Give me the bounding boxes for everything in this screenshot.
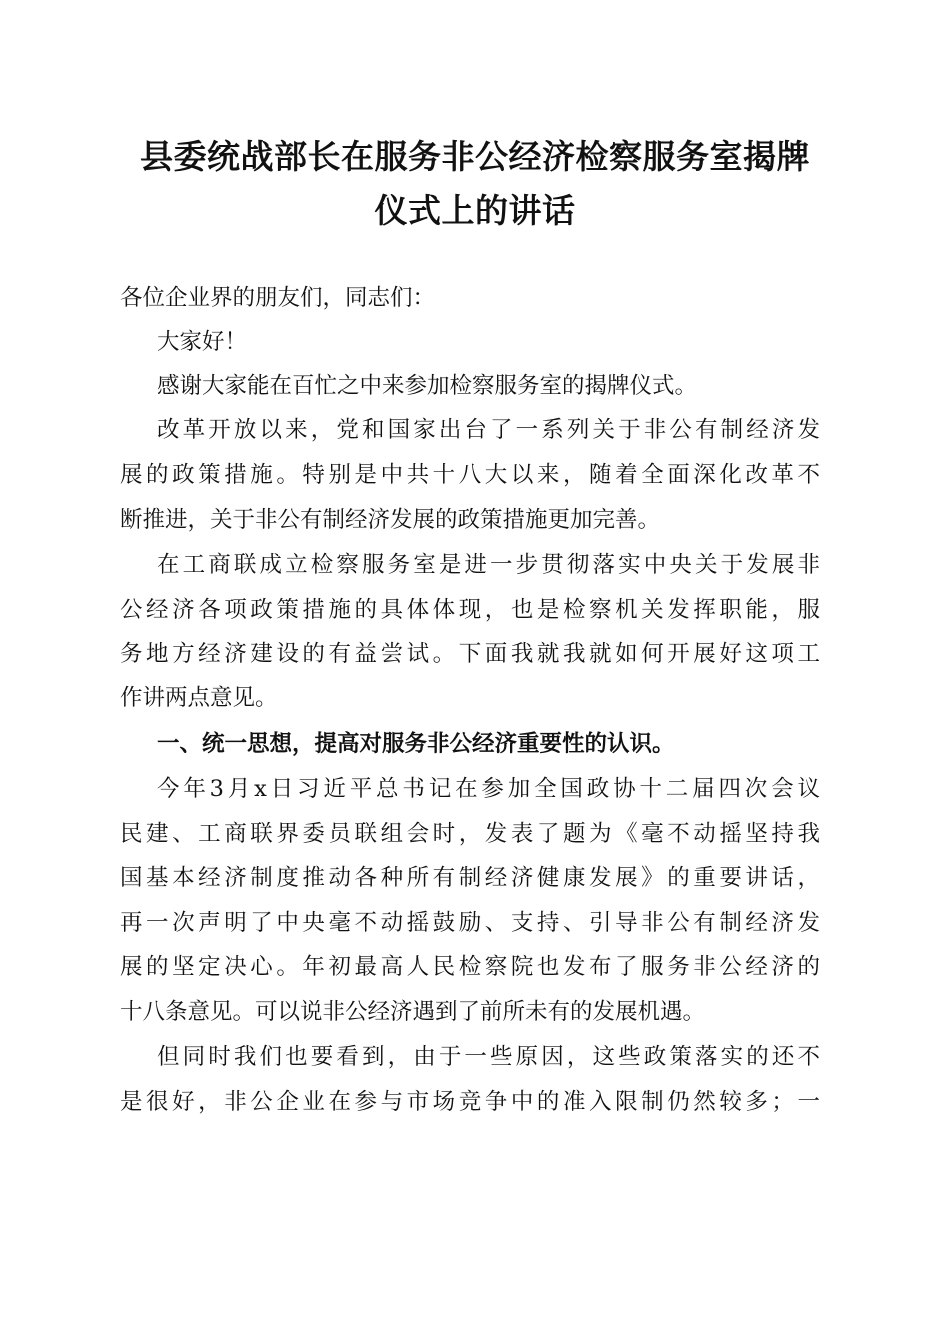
section-heading-1: 一、统一思想，提高对服务非公经济重要性的认识。 <box>157 731 675 757</box>
paragraph-line: 再一次声明了中央毫不动摇鼓励、支持、引导非公有制经济发 <box>120 910 820 936</box>
paragraph-line: 展的政策措施。特别是中共十八大以来，随着全面深化改革不 <box>120 462 820 488</box>
paragraph-line: 务地方经济建设的有益尝试。下面我就我就如何开展好这项工 <box>120 641 820 667</box>
paragraph-line: 今年3月x日习近平总书记在参加全国政协十二届四次会议 <box>157 776 820 802</box>
paragraph-line: 公经济各项政策措施的具体体现，也是检察机关发挥职能，服 <box>120 597 820 623</box>
paragraph-line: 改革开放以来，党和国家出台了一系列关于非公有制经济发 <box>157 417 820 443</box>
paragraph-line: 感谢大家能在百忙之中来参加检察服务室的揭牌仪式。 <box>157 373 698 399</box>
paragraph-line: 国基本经济制度推动各种所有制经济健康发展》的重要讲话， <box>120 865 820 891</box>
document-title-line-1: 县委统战部长在服务非公经济检察服务室揭牌 <box>140 137 810 176</box>
salutation: 各位企业界的朋友们，同志们： <box>120 285 436 311</box>
paragraph-line: 是很好，非公企业在参与市场竞争中的准入限制仍然较多；一 <box>120 1089 820 1115</box>
paragraph-line: 断推进，关于非公有制经济发展的政策措施更加完善。 <box>120 507 661 533</box>
document-title-line-2: 仪式上的讲话 <box>374 191 576 230</box>
paragraph-line: 十八条意见。可以说非公经济遇到了前所未有的发展机遇。 <box>120 999 706 1025</box>
paragraph-line: 但同时我们也要看到，由于一些原因，这些政策落实的还不 <box>157 1044 820 1070</box>
greeting: 大家好！ <box>157 329 248 355</box>
paragraph-line: 作讲两点意见。 <box>120 685 278 711</box>
paragraph-line: 民建、工商联界委员联组会时，发表了题为《毫不动摇坚持我 <box>120 821 820 847</box>
paragraph-line: 展的坚定决心。年初最高人民检察院也发布了服务非公经济的 <box>120 954 820 980</box>
paragraph-line: 在工商联成立检察服务室是进一步贯彻落实中央关于发展非 <box>157 552 820 578</box>
